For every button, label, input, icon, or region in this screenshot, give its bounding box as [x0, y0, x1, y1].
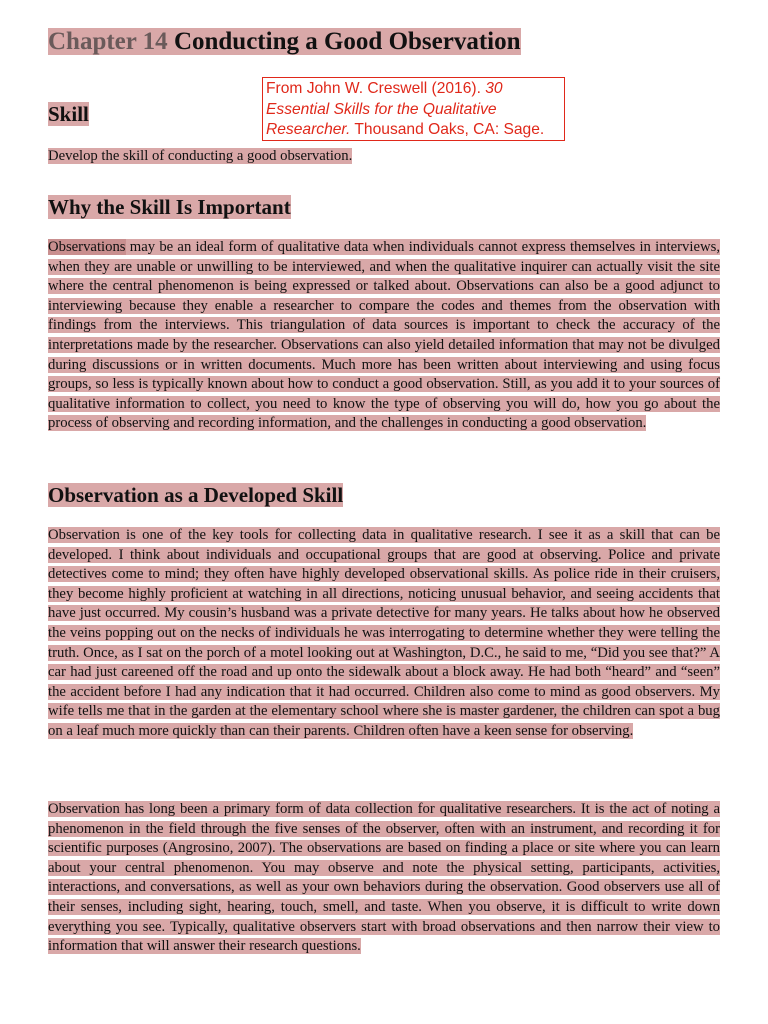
paragraph-why-important: [48, 238, 720, 434]
source-citation-annotation: [262, 77, 565, 141]
paragraph-why-important-text: may be an ideal form of qualitative data when individuals cannot express themselves in interviews, when they are unable or unwilling to be interviewed, and when the qualitative inquirer can actually visit the site where the central phenomenon is being expressed or talked about. Observations can also be a good adjunct to interviewing because they enable a researcher to compare the codes and themes from the observation with findings from the interviews. This triangulation of data sources is important to check the accuracy of the interpretations made by the researcher. Observations can also yield detailed information that may not be divulged during discussions or in written documents. Much more has been written about interviewing and using focus groups, so less is typically known about how to conduct a good observation. Still, as you add it to your sources of qualitative information to collect, you need to know the type of observing you will do, how you go about the process of observing and recording information, and the challenges in conducting a good observation.: [48, 239, 720, 432]
section-heading-why-important-text: Why the Skill Is Important: [48, 195, 291, 219]
chapter-title: [48, 26, 521, 58]
paragraph-developed-skill-2-text: Observation has long been a primary form of data collection for qualitative researchers. It is the act of noting a phenomenon in the field through the five senses of the observer, often with an instrument, and recording it for scientific purposes (Angrosino, 2007). The observations are based on finding a place or site where you can learn about your central phenomenon. You may observe and note the physical setting, participants, activities, interactions, and conversations, as well as your own behaviors during the observation. Good observers use all of their senses, including sight, hearing, touch, smell, and taste. When you observe, it is difficult to write down everything you see. Typically, qualitative observers start with broad observations and then narrow their view to information that will answer their research questions.: [48, 801, 720, 955]
citation-suffix: Thousand Oaks, CA: Sage.: [350, 121, 545, 138]
chapter-number: Chapter 14: [48, 28, 168, 55]
citation-book-title: 30 Essential Skills for the Qualitative Researcher.: [266, 80, 503, 138]
highlighted-first-word: Observations: [48, 239, 126, 255]
section-heading-why-important: [48, 192, 291, 222]
skill-heading-text: Skill: [48, 102, 89, 126]
paragraph-developed-skill-1-text: Observation is one of the key tools for collecting data in qualitative research. I see it as a skill that can be developed. I think about individuals and occupational groups that are good at observing. Police and private detectives come to mind; they often have highly developed observational skills. As police ride in their cruisers, they become highly proficient at watching in all directions, noticing unusual behavior, and seeing accidents that have just occurred. My cousin’s husband was a private detective for many years. He talks about how he observed the veins popping out on the necks of individuals he was interrogating to determine whether they were telling the truth. Once, as I sat on the porch of a motel looking out at Washington, D.C., he said to me, “Did you see that?” A car had just careened off the road and up onto the sidewalk about a block away. He had both “heard” and “seen” the accident before I had any indication that it had occurred. Children also come to mind as good observers. My wife tells me that in the garden at the elementary school where she is master gardener, the children can spot a bug on a leaf much more quickly than can their parents. Children often have a keen sense for observing.: [48, 527, 720, 739]
section-heading-developed-skill: [48, 480, 343, 510]
paragraph-developed-skill-2: [48, 800, 720, 957]
chapter-title-text: Conducting a Good Observation: [173, 28, 521, 55]
skill-statement-text: Develop the skill of conducting a good observation.: [48, 148, 353, 164]
skill-heading: [48, 100, 89, 128]
section-heading-developed-skill-text: Observation as a Developed Skill: [48, 483, 344, 507]
skill-statement: [48, 146, 718, 166]
paragraph-developed-skill-1: [48, 526, 720, 742]
citation-prefix: From John W. Creswell (2016).: [266, 80, 486, 97]
